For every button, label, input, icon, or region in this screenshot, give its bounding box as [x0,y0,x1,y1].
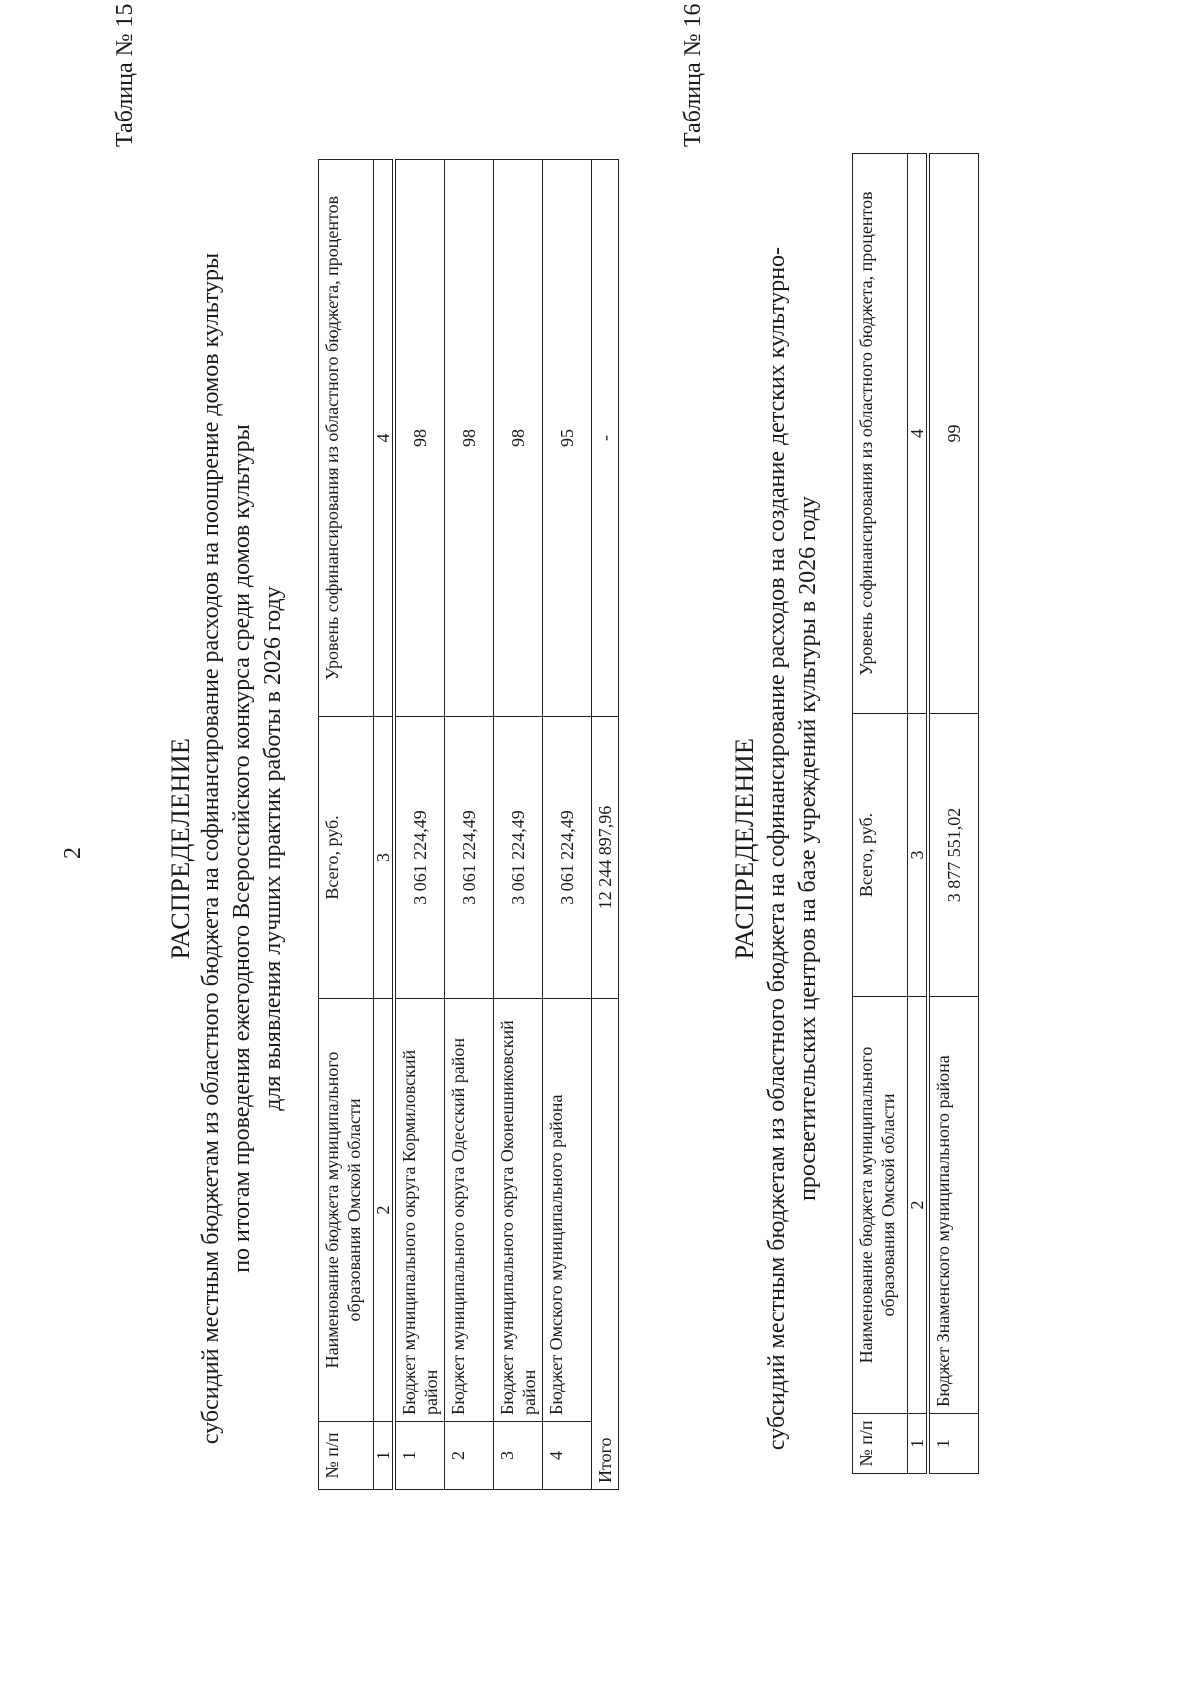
table-row [494,160,543,1490]
row-num: 1 [928,1414,979,1474]
table15-index-cell: 2 [374,999,395,1422]
table15-header-num: № п/п [319,1422,374,1490]
table15-header-name: Наименование бюджета муниципального образования Омской области [319,999,374,1422]
table16-subtitle [762,0,824,1697]
total-level: - [592,160,619,717]
table16-header-name: Наименование бюджета муниципального образования Омской области [853,997,908,1414]
row-num: 3 [494,1422,543,1490]
table15-header-level: Уровень софинансирования из областного бюджета, процентов [319,160,374,717]
table15-subtitle-line: субсидий местным бюджетам из областного бюджета на софинансирование расходов на поощрение домов культуры [198,252,224,1445]
table16-subtitle-line: субсидий местным бюджетам из областного бюджета на софинансирование расходов на создание детских культурно- [764,246,790,1451]
table15-label: Таблица № 15 [112,3,138,147]
row-level: 98 [394,160,445,717]
table16-index-cell: 4 [908,154,929,714]
row-total: 3 061 224,49 [394,717,445,999]
table16-header-level: Уровень софинансирования из областного бюджета, процентов [853,154,908,714]
table16-index-row [908,154,929,1474]
table15-index-cell: 4 [374,160,395,717]
table16-header-row [853,154,908,1474]
row-total: 3 061 224,49 [543,717,592,999]
table-row [445,160,494,1490]
page-number: 2 [60,847,86,859]
table16-subtitle-line: просветительских центров на базе учреждений культуры в 2026 году [795,496,821,1201]
row-name: Бюджет муниципального округа Кормиловский район [394,999,445,1422]
row-name: Бюджет Знаменского муниципального района [928,997,979,1414]
table15-title: РАСПРЕДЕЛЕНИЕ [166,737,195,960]
table15-subtitle [196,0,289,1697]
table16-index-cell: 3 [908,714,929,997]
row-level: 99 [928,154,979,714]
table15-subtitle-line: для выявления лучших практик работы в 2026 году [260,586,286,1111]
row-level: 98 [445,160,494,717]
row-total: 3 061 224,49 [445,717,494,999]
table16-title: РАСПРЕДЕЛЕНИЕ [730,737,759,960]
table15-index-cell: 3 [374,717,395,999]
table-row [394,160,445,1490]
table15-index-cell: 1 [374,1422,395,1490]
table15-header-row [319,160,374,1490]
row-name: Бюджет муниципального округа Оконешниковский район [494,999,543,1422]
table-row [543,160,592,1490]
table15 [318,159,619,1490]
table15-header-total: Всего, руб. [319,717,374,999]
table16-label: Таблица № 16 [680,3,706,147]
row-name: Бюджет Омского муниципального района [543,999,592,1422]
table16-header-num: № п/п [853,1414,908,1474]
table15-total-row [592,160,619,1490]
table15-index-row [374,160,395,1490]
row-num: 2 [445,1422,494,1490]
table16-header-total: Всего, руб. [853,714,908,997]
row-num: 4 [543,1422,592,1490]
row-total: 3 061 224,49 [494,717,543,999]
row-level: 98 [494,160,543,717]
table15-subtitle-line: по итогам проведения ежегодного Всероссийского конкурса среди домов культуры [229,424,255,1273]
row-num: 1 [394,1422,445,1490]
total-value: 12 244 897,96 [592,717,619,999]
table16 [852,153,979,1474]
row-total: 3 877 551,02 [928,714,979,997]
row-name: Бюджет муниципального округа Одесский район [445,999,494,1422]
table16-index-cell: 1 [908,1414,929,1474]
table16-index-cell: 2 [908,997,929,1414]
total-label: Итого [592,999,619,1490]
table-row [928,154,979,1474]
row-level: 95 [543,160,592,717]
